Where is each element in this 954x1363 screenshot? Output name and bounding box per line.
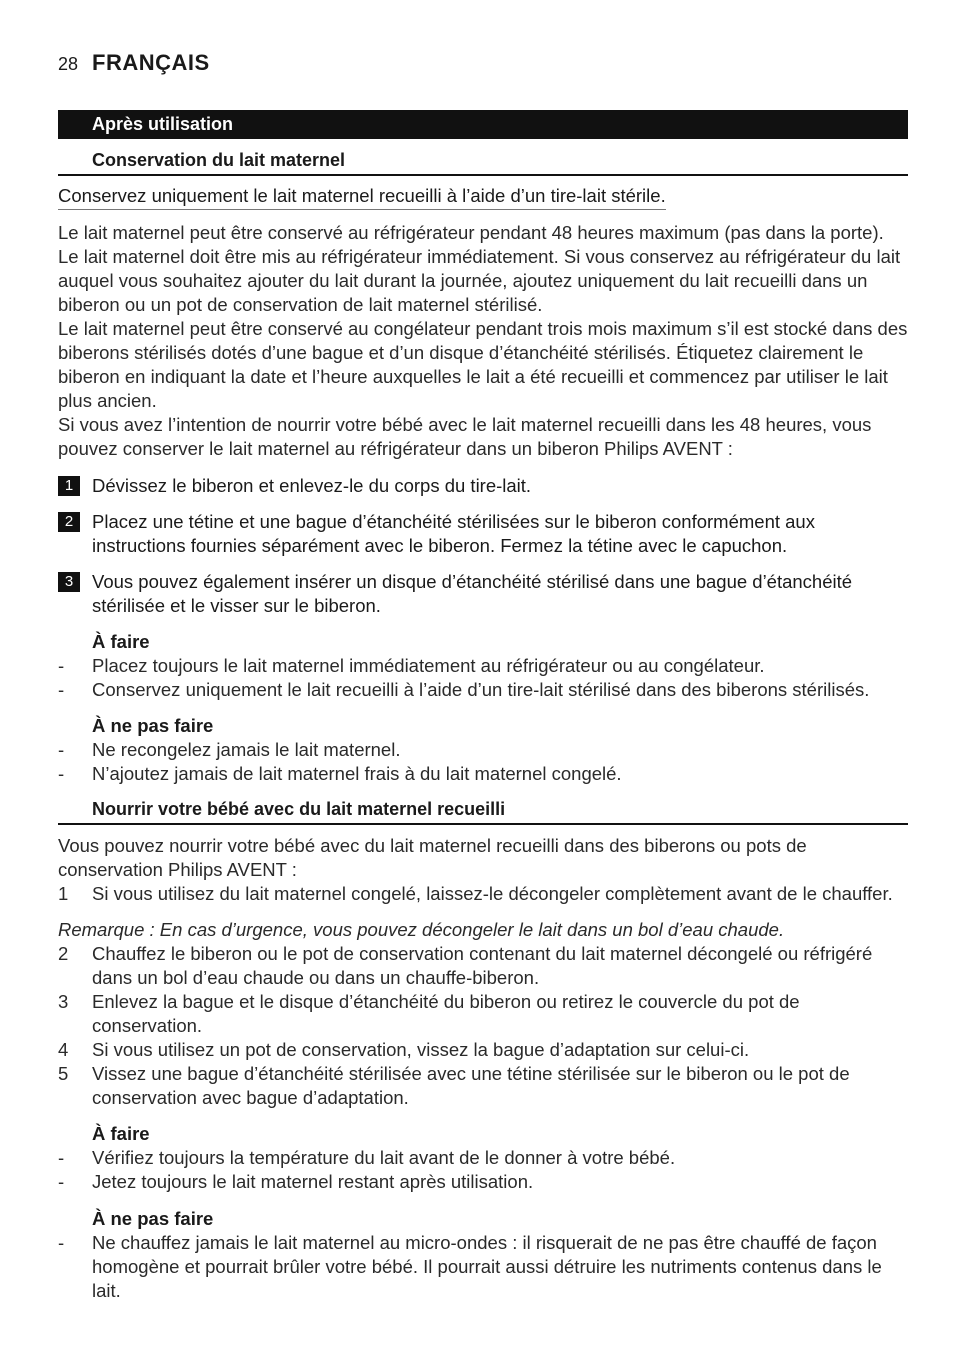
step-number: 1 xyxy=(58,883,69,904)
storage-paragraph: Le lait maternel peut être conservé au réfrigérateur pendant 48 heures maximum (pas dans la porte). Le lait maternel doit être mis au réfrigérateur immédiatement. Si vous conservez au réfrigérateur du lait auquel vous souhaitez ajouter du lait durant la journée, ajoutez uniquement du lait recueilli dans un biberon ou un pot de conservation de lait maternel stérilisé. Le lait maternel peut être conservé au congélateur pendant trois mois maximum s’il est stocké dans des biberons stérilisés dotés d’une bague et d’un disque d’étanchéité stérilisés. Étiquetez clairement le biberon en indiquant la date et l’heure auxquelles le lait a été recueilli et commencez par utiliser le lait plus ancien. Si vous avez l’intention de nourrir votre bébé avec le lait maternel recueilli dans les 48 heures, vous pouvez conserver le lait maternel au réfrigérateur dans un biberon Philips AVENT : xyxy=(58,222,908,459)
step-text: Vissez une bague d’étanchéité stérilisée avec une tétine stérilisée sur le biberon ou le pot de conservation avec bague d’adaptation. xyxy=(92,1063,850,1108)
do-heading: À faire xyxy=(92,631,150,652)
dash-bullet: - xyxy=(58,1232,65,1253)
dont-heading: À ne pas faire xyxy=(92,715,214,736)
feeding-step xyxy=(58,942,910,990)
page-header xyxy=(58,50,210,80)
do-item-text: Vérifiez toujours la température du lait avant de le donner à votre bébé. xyxy=(92,1147,676,1168)
step-text: Enlevez la bague et le disque d’étanchéité du biberon ou retirez le couvercle du pot de conservation. xyxy=(92,991,800,1036)
step-text: Si vous utilisez un pot de conservation, vissez la bague d’adaptation sur celui-ci. xyxy=(92,1039,750,1060)
step-number-badge: 3 xyxy=(58,572,80,592)
do-item-text: Jetez toujours le lait maternel restant après utilisation. xyxy=(92,1171,534,1192)
dash-bullet: - xyxy=(58,763,65,784)
language-title: FRANÇAIS xyxy=(92,50,210,75)
feeding-intro: Vous pouvez nourrir votre bébé avec du lait maternel recueilli dans des biberons ou pots de conservation Philips AVENT : xyxy=(58,835,807,880)
step-number: 5 xyxy=(58,1063,69,1084)
dont-list-item xyxy=(58,1231,908,1303)
dash-bullet: - xyxy=(58,655,65,676)
do-list-item xyxy=(58,654,908,678)
dont-heading: À ne pas faire xyxy=(92,1208,214,1229)
step-text: Chauffez le biberon ou le pot de conservation contenant du lait maternel décongelé ou réfrigéré dans un bol d’eau chaude ou dans un chauffe-biberon. xyxy=(92,943,873,988)
step-text: Vous pouvez également insérer un disque d’étanchéité stérilisé dans une bague d’étanchéité stérilisée et le visser sur le biberon. xyxy=(92,571,853,616)
storage-step xyxy=(58,510,908,558)
do-list-item xyxy=(58,1146,908,1170)
do-list-item xyxy=(58,1170,908,1194)
step-number: 4 xyxy=(58,1039,69,1060)
feeding-note: Remarque : En cas d’urgence, vous pouvez décongeler le lait dans un bol d’eau chaude. xyxy=(58,919,785,940)
dont-item-text: Ne chauffez jamais le lait maternel au micro-ondes : il risquerait de ne pas être chauffé de façon homogène et pourrait brûler votre bébé. Il pourrait aussi détruire les nutriments contenus dans le lait. xyxy=(92,1232,882,1301)
storage-step xyxy=(58,474,908,498)
feeding-step xyxy=(58,1038,910,1062)
dash-bullet: - xyxy=(58,679,65,700)
page-number: 28 xyxy=(58,54,79,74)
subsection-title-storage: Conservation du lait maternel xyxy=(58,148,908,176)
subsection-title-feeding: Nourrir votre bébé avec du lait maternel recueilli xyxy=(58,797,908,825)
dont-item-text: Ne recongelez jamais le lait maternel. xyxy=(92,739,401,760)
feeding-step xyxy=(58,990,910,1038)
dash-bullet: - xyxy=(58,1147,65,1168)
do-list-item xyxy=(58,678,908,702)
dash-bullet: - xyxy=(58,739,65,760)
do-heading: À faire xyxy=(92,1123,150,1144)
step-number: 3 xyxy=(58,991,69,1012)
step-number-badge: 1 xyxy=(58,476,80,496)
dont-list-item xyxy=(58,762,908,786)
step-text: Dévissez le biberon et enlevez-le du corps du tire-lait. xyxy=(92,475,532,496)
dont-item-text: N’ajoutez jamais de lait maternel frais à du lait maternel congelé. xyxy=(92,763,622,784)
section-title: Après utilisation xyxy=(58,110,908,139)
step-number: 2 xyxy=(58,943,69,964)
step-text: Si vous utilisez du lait maternel congelé, laissez-le décongeler complètement avant de le chauffer. xyxy=(92,883,893,904)
dash-bullet: - xyxy=(58,1171,65,1192)
feeding-step xyxy=(58,882,910,906)
storage-step xyxy=(58,570,908,618)
dont-list-item xyxy=(58,738,908,762)
do-item-text: Conservez uniquement le lait recueilli à l’aide d’un tire-lait stérilisé dans des biberons stérilisés. xyxy=(92,679,870,700)
step-text: Placez une tétine et une bague d’étanchéité stérilisées sur le biberon conformément aux instructions fournies séparément avec le biberon. Fermez la tétine avec le capuchon. xyxy=(92,511,815,556)
storage-warning: Conservez uniquement le lait maternel recueilli à l’aide d’un tire-lait stérile. xyxy=(58,184,666,210)
do-item-text: Placez toujours le lait maternel immédiatement au réfrigérateur ou au congélateur. xyxy=(92,655,765,676)
feeding-step xyxy=(58,1062,910,1110)
step-number-badge: 2 xyxy=(58,512,80,532)
